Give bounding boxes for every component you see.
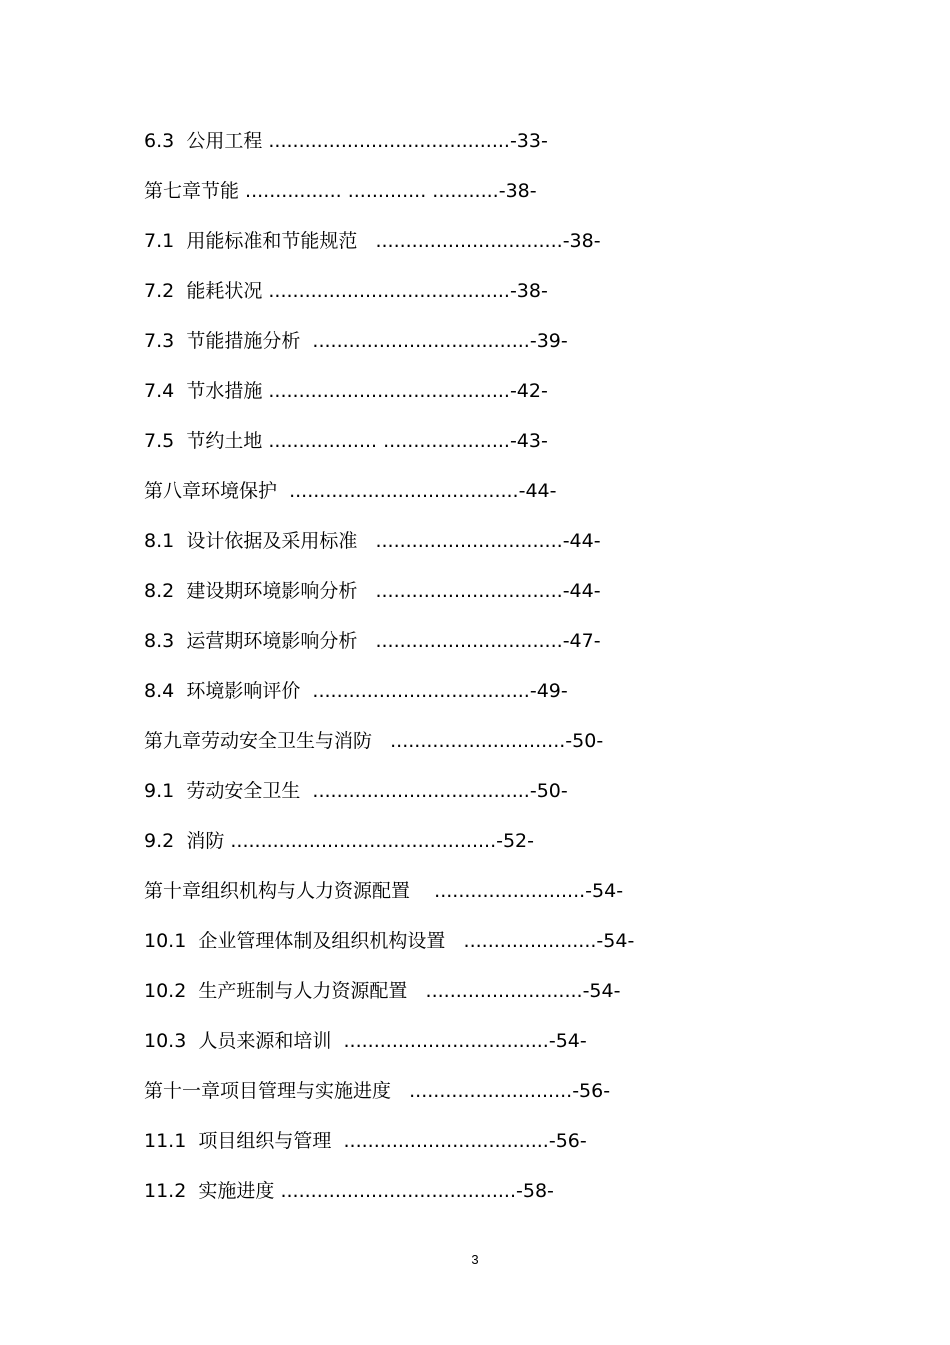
toc-entry-number: 7.1 bbox=[144, 230, 175, 252]
toc-dot-leader: ............................... bbox=[357, 230, 563, 252]
toc-entry-title: 项目组织与管理 bbox=[198, 1130, 332, 1152]
toc-entry-8-2[interactable] bbox=[144, 576, 904, 626]
toc-entry-number: 7.3 bbox=[144, 330, 175, 352]
toc-entry-page: -54- bbox=[548, 1030, 587, 1052]
toc-entry-title: 运营期环境影响分析 bbox=[186, 630, 358, 652]
toc-entry-title: 设计依据及采用标准 bbox=[186, 530, 358, 552]
toc-entry-page: -42- bbox=[509, 380, 548, 402]
toc-entry-number: 8.2 bbox=[144, 580, 175, 602]
toc-entry-title: 用能标准和节能规范 bbox=[186, 230, 358, 252]
toc-dot-leader: ............................................ bbox=[224, 830, 497, 852]
toc-dot-leader: ........................................ bbox=[262, 280, 510, 302]
toc-entry-8-3[interactable] bbox=[144, 626, 904, 676]
toc-entry-page: -49- bbox=[529, 680, 568, 702]
toc-entry-title: 第七章节能 bbox=[144, 180, 240, 202]
toc-entry-chapter-9[interactable] bbox=[144, 726, 904, 776]
toc-dot-leader: ...................................... bbox=[277, 480, 519, 502]
toc-entry-title: 公用工程 bbox=[186, 130, 263, 152]
toc-entry-page: -43- bbox=[509, 430, 548, 452]
toc-entry-10-2[interactable] bbox=[144, 976, 904, 1026]
toc-entry-page: -47- bbox=[562, 630, 601, 652]
toc-dot-leader: ........................................ bbox=[262, 130, 510, 152]
toc-entry-11-2[interactable] bbox=[144, 1176, 904, 1226]
toc-entry-number: 8.3 bbox=[144, 630, 175, 652]
toc-dot-leader: ............................... bbox=[357, 630, 563, 652]
toc-entry-number: 6.3 bbox=[144, 130, 175, 152]
toc-entry-title: 节水措施 bbox=[186, 380, 263, 402]
toc-entry-number: 8.4 bbox=[144, 680, 175, 702]
toc-entry-number: 7.5 bbox=[144, 430, 175, 452]
toc-entry-page: -44- bbox=[562, 580, 601, 602]
toc-dot-leader: ......................... bbox=[410, 880, 586, 902]
toc-entry-9-1[interactable] bbox=[144, 776, 904, 826]
toc-entry-8-1[interactable] bbox=[144, 526, 904, 576]
toc-entry-title: 第十章组织机构与人力资源配置 bbox=[144, 880, 411, 902]
toc-entry-title: 第九章劳动安全卫生与消防 bbox=[144, 730, 373, 752]
toc-dot-leader: .................................... bbox=[300, 680, 530, 702]
toc-entry-page: -56- bbox=[572, 1080, 611, 1102]
toc-entry-page: -44- bbox=[518, 480, 557, 502]
toc-dot-leader: .................................... bbox=[300, 780, 530, 802]
toc-dot-leader: .................................. bbox=[331, 1030, 549, 1052]
toc-entry-title: 消防 bbox=[186, 830, 225, 852]
toc-entry-page: -39- bbox=[529, 330, 568, 352]
toc-entry-chapter-10[interactable] bbox=[144, 876, 904, 926]
toc-entry-page: -52- bbox=[496, 830, 534, 852]
toc-entry-number: 11.2 bbox=[144, 1180, 187, 1202]
toc-entry-number: 11.1 bbox=[144, 1130, 187, 1152]
toc-entry-page: -54- bbox=[596, 930, 635, 952]
toc-entry-number: 9.1 bbox=[144, 780, 175, 802]
toc-dot-leader: .......................... bbox=[407, 980, 583, 1002]
toc-entry-8-4[interactable] bbox=[144, 676, 904, 726]
toc-entry-9-2[interactable] bbox=[144, 826, 904, 876]
toc-entry-number: 7.4 bbox=[144, 380, 175, 402]
toc-entry-title: 实施进度 bbox=[198, 1180, 275, 1202]
toc-entry-7-4[interactable] bbox=[144, 376, 904, 426]
toc-entry-page: -54- bbox=[585, 880, 624, 902]
toc-entry-number: 10.2 bbox=[144, 980, 187, 1002]
toc-entry-7-1[interactable] bbox=[144, 226, 904, 276]
toc-entry-page: -38- bbox=[509, 280, 548, 302]
toc-dot-leader: ............................... bbox=[357, 580, 563, 602]
toc-entry-10-3[interactable] bbox=[144, 1026, 904, 1076]
toc-entry-page: -54- bbox=[582, 980, 621, 1002]
toc-entry-10-1[interactable] bbox=[144, 926, 904, 976]
toc-entry-page: -44- bbox=[562, 530, 601, 552]
toc-dot-leader: ........................................ bbox=[262, 380, 510, 402]
toc-dot-leader: .................................. bbox=[331, 1130, 549, 1152]
toc-entry-title: 第八章环境保护 bbox=[144, 480, 278, 502]
toc-entry-number: 10.1 bbox=[144, 930, 187, 952]
toc-entry-page: -50- bbox=[529, 780, 568, 802]
toc-entry-page: -33- bbox=[509, 130, 548, 152]
toc-dot-leader: ....................................... bbox=[274, 1180, 517, 1202]
toc-dot-leader: ............................. bbox=[372, 730, 566, 752]
toc-dot-leader: .................. ..................... bbox=[262, 430, 510, 452]
toc-entry-title: 建设期环境影响分析 bbox=[186, 580, 358, 602]
toc-entry-title: 劳动安全卫生 bbox=[186, 780, 301, 802]
toc-entry-chapter-7[interactable] bbox=[144, 176, 904, 226]
toc-entry-title: 企业管理体制及组织机构设置 bbox=[198, 930, 446, 952]
toc-entry-page: -50- bbox=[565, 730, 604, 752]
toc-dot-leader: ............................... bbox=[357, 530, 563, 552]
toc-dot-leader: .................................... bbox=[300, 330, 530, 352]
toc-dot-leader: ........................... bbox=[391, 1080, 573, 1102]
toc-entry-number: 8.1 bbox=[144, 530, 175, 552]
toc-entry-title: 环境影响评价 bbox=[186, 680, 301, 702]
toc-entry-page: -38- bbox=[498, 180, 537, 202]
toc-entry-title: 人员来源和培训 bbox=[198, 1030, 332, 1052]
toc-entry-11-1[interactable] bbox=[144, 1126, 904, 1176]
toc-entry-title: 节能措施分析 bbox=[186, 330, 301, 352]
toc-entry-number: 9.2 bbox=[144, 830, 175, 852]
page-number: 3 bbox=[471, 1252, 479, 1267]
toc-entry-title: 节约土地 bbox=[186, 430, 263, 452]
toc-entry-page: -58- bbox=[516, 1180, 554, 1202]
toc-entry-page: -38- bbox=[562, 230, 601, 252]
table-of-contents bbox=[144, 126, 904, 1226]
toc-entry-title: 生产班制与人力资源配置 bbox=[198, 980, 408, 1002]
toc-entry-page: -56- bbox=[548, 1130, 587, 1152]
toc-entry-chapter-8[interactable] bbox=[144, 476, 904, 526]
toc-entry-title: 能耗状况 bbox=[186, 280, 263, 302]
toc-entry-number: 7.2 bbox=[144, 280, 175, 302]
toc-entry-number: 10.3 bbox=[144, 1030, 187, 1052]
toc-entry-7-3[interactable] bbox=[144, 326, 904, 376]
toc-entry-title: 第十一章项目管理与实施进度 bbox=[144, 1080, 392, 1102]
toc-entry-7-5[interactable] bbox=[144, 426, 904, 476]
toc-entry-6-3[interactable] bbox=[144, 126, 904, 176]
toc-entry-chapter-11[interactable] bbox=[144, 1076, 904, 1126]
toc-dot-leader: ...................... bbox=[445, 930, 597, 952]
toc-dot-leader: ................ ............. ........... bbox=[239, 180, 499, 202]
toc-entry-7-2[interactable] bbox=[144, 276, 904, 326]
